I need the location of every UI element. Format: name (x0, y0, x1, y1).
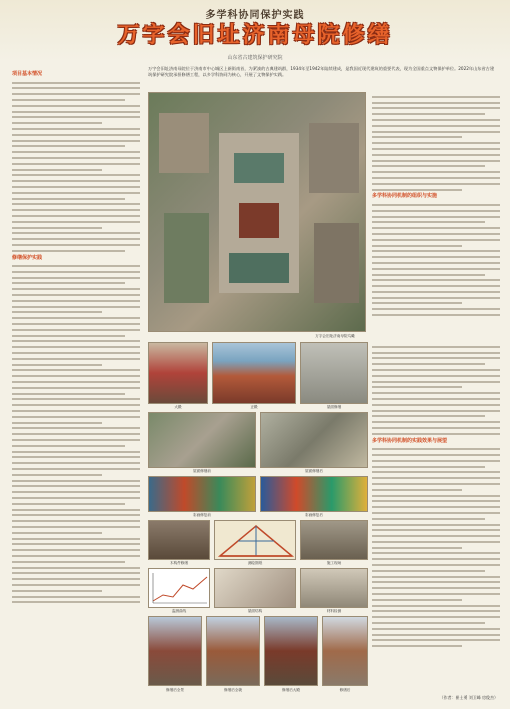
series-title: 多学科协同保护实践 (205, 10, 305, 21)
photo-roof-structure (214, 568, 296, 608)
aerial-illustration (149, 93, 366, 332)
section-title-mechanism: 多学科协同机制的组织与实施 (372, 193, 438, 200)
left-column (12, 70, 140, 700)
caption: 正殿 (250, 405, 258, 409)
photo-roof-before (148, 412, 256, 468)
intro-paragraph: 万字会旧址济南母院位于济南市中心城区上新街南首，为紧凑的古典建筑群，1934年至1942年陆续建成，是我国近现代建筑的重要代表，现为全国重点文物保护单位。2022年山东省古建筑保护研究院承担修缮工程，以多学科协同为核心，开展了文物保护实践。 (148, 66, 495, 77)
caption: 屋面结构 (247, 609, 263, 613)
caption: 测绘图纸 (247, 561, 263, 565)
photo-main-hall (212, 342, 296, 404)
header (0, 0, 510, 62)
monitor-curve-illustration (149, 569, 210, 608)
caption: 施工现场 (326, 561, 342, 565)
author-credit: （作者：崔士勇 刘卫峰 房俊杰） (439, 695, 498, 700)
right-column-bottom (372, 342, 500, 682)
caption: 修缮后 (339, 688, 351, 692)
photo-after-1 (148, 616, 202, 686)
photo-timber (148, 520, 210, 560)
text-block (12, 82, 140, 252)
section-title-basic: 项目基本情况 (12, 71, 43, 77)
text-block (12, 265, 140, 603)
roof-truss-drawing (215, 521, 296, 560)
photo-painting-after (260, 476, 368, 512)
caption: 屋面修缮 (326, 405, 342, 409)
photo-drawing (214, 520, 296, 560)
photo-painting-before (148, 476, 256, 512)
caption: 大殿 (174, 405, 182, 409)
page-title: 万字会旧址济南母院修缮 (117, 22, 393, 48)
photo-monitor-chart (148, 568, 210, 608)
photo-roof (300, 342, 368, 404)
caption: 彩画修复后 (305, 513, 323, 517)
caption: 万字会旧址济南母院鸟瞰 (315, 334, 355, 338)
caption: 彩画修复前 (193, 513, 211, 517)
caption: 修缮后全景 (166, 688, 184, 692)
photo-after-3 (264, 616, 318, 686)
caption: 监测曲线 (171, 609, 187, 613)
photo-hall (148, 342, 208, 404)
section-title-practice: 修缮保护实践 (12, 254, 43, 261)
author-line: 山东省古建筑保护研究院 (227, 55, 283, 61)
section-title-effect: 多学科协同机制的实践效果与展望 (372, 437, 448, 444)
caption: 修缮后全貌 (224, 688, 242, 692)
caption: 屋面修缮前 (193, 469, 211, 473)
caption: 材料检测 (326, 609, 342, 613)
photo-after-2 (206, 616, 260, 686)
photo-after-4 (322, 616, 368, 686)
aerial-photo (148, 92, 366, 332)
photo-site (300, 520, 368, 560)
photo-material (300, 568, 368, 608)
right-column-top (372, 92, 500, 332)
caption: 屋面修缮后 (305, 469, 323, 473)
caption: 修缮后大殿 (282, 688, 300, 692)
photo-roof-after (260, 412, 368, 468)
caption: 木构件修缮 (170, 561, 188, 565)
